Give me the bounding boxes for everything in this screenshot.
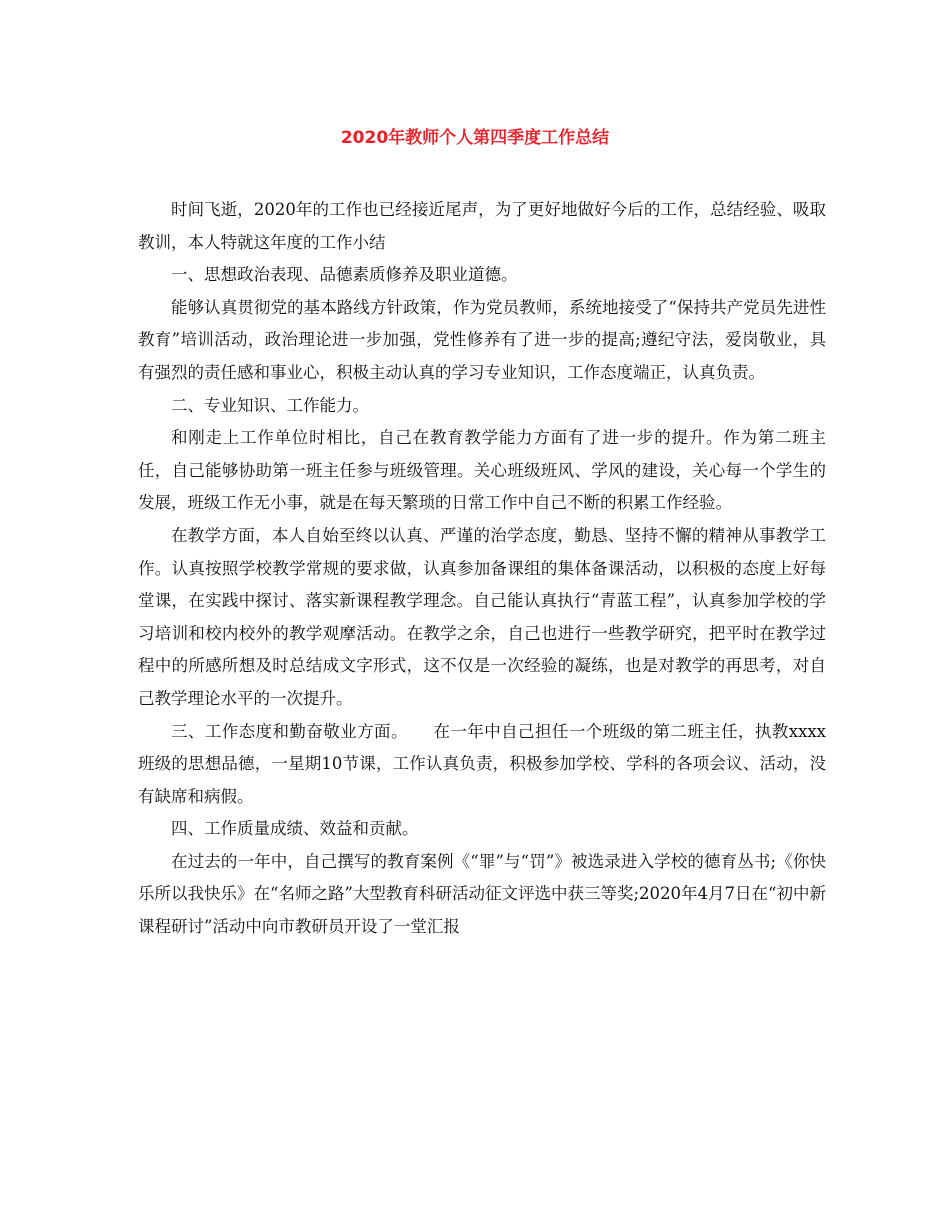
section-heading-professional: 二、专业知识、工作能力。 xyxy=(171,395,369,415)
section-heading-achievements: 四、工作质量成绩、效益和贡献。 xyxy=(171,819,419,839)
paragraph-work-attitude: 三、工作态度和勤奋敬业方面。 在一年中自己担任一个班级的第二班主任，执教xxxx班级的思想品德，一星期10节课，工作认真负责，积极参加学校、学科的各项会议、活动，没有缺席和病假。 xyxy=(138,721,826,806)
document-body xyxy=(138,194,826,944)
paragraph-intro: 时间飞逝，2020年的工作也已经接近尾声，为了更好地做好今后的工作，总结经验、吸取教训，本人特就这年度的工作小结 xyxy=(138,200,826,252)
document-title: 2020年教师个人第四季度工作总结 xyxy=(340,128,610,148)
section-heading-political: 一、思想政治表现、品德素质修养及职业道德。 xyxy=(171,265,518,285)
paragraph-achievements: 在过去的一年中，自己撰写的教育案例《“罪”与“罚”》被选录进入学校的德育丛书;《你快乐所以我快乐》在“名师之路”大型教育科研活动征文评选中获三等奖;2020年4月7日在“初中新课程研讨”活动中向市教研员开设了一堂汇报 xyxy=(138,851,826,937)
paragraph-political: 能够认真贯彻党的基本路线方针政策，作为党员教师，系统地接受了“保持共产党员先进性教育”培训活动，政治理论进一步加强，党性修养有了进一步的提高;遵纪守法，爱岗敬业，具有强烈的责任感和事业心，积极主动认真的学习专业知识，工作态度端正，认真负责。 xyxy=(138,297,826,382)
paragraph-teaching: 在教学方面，本人自始至终以认真、严谨的治学态度，勤恳、坚持不懈的精神从事教学工作。认真按照学校教学常规的要求做，认真参加备课组的集体备课活动，以积极的态度上好每堂课，在实践中探讨、落实新课程教学理念。自己能认真执行“青蓝工程”，认真参加学校的学习培训和校内校外的教学观摩活动。在教学之余，自己也进行一些教学研究，把平时在教学过程中的所感所想及时总结成文字形式，这不仅是一次经验的凝练，也是对教学的再思考，对自己教学理论水平的一次提升。 xyxy=(138,525,826,708)
paragraph-class-management: 和刚走上工作单位时相比，自己在教育教学能力方面有了进一步的提升。作为第二班主任，自己能够协助第一班主任参与班级管理。关心班级班风、学风的建设，关心每一个学生的发展，班级工作无小事，就是在每天繁琐的日常工作中自己不断的积累工作经验。 xyxy=(138,428,826,513)
